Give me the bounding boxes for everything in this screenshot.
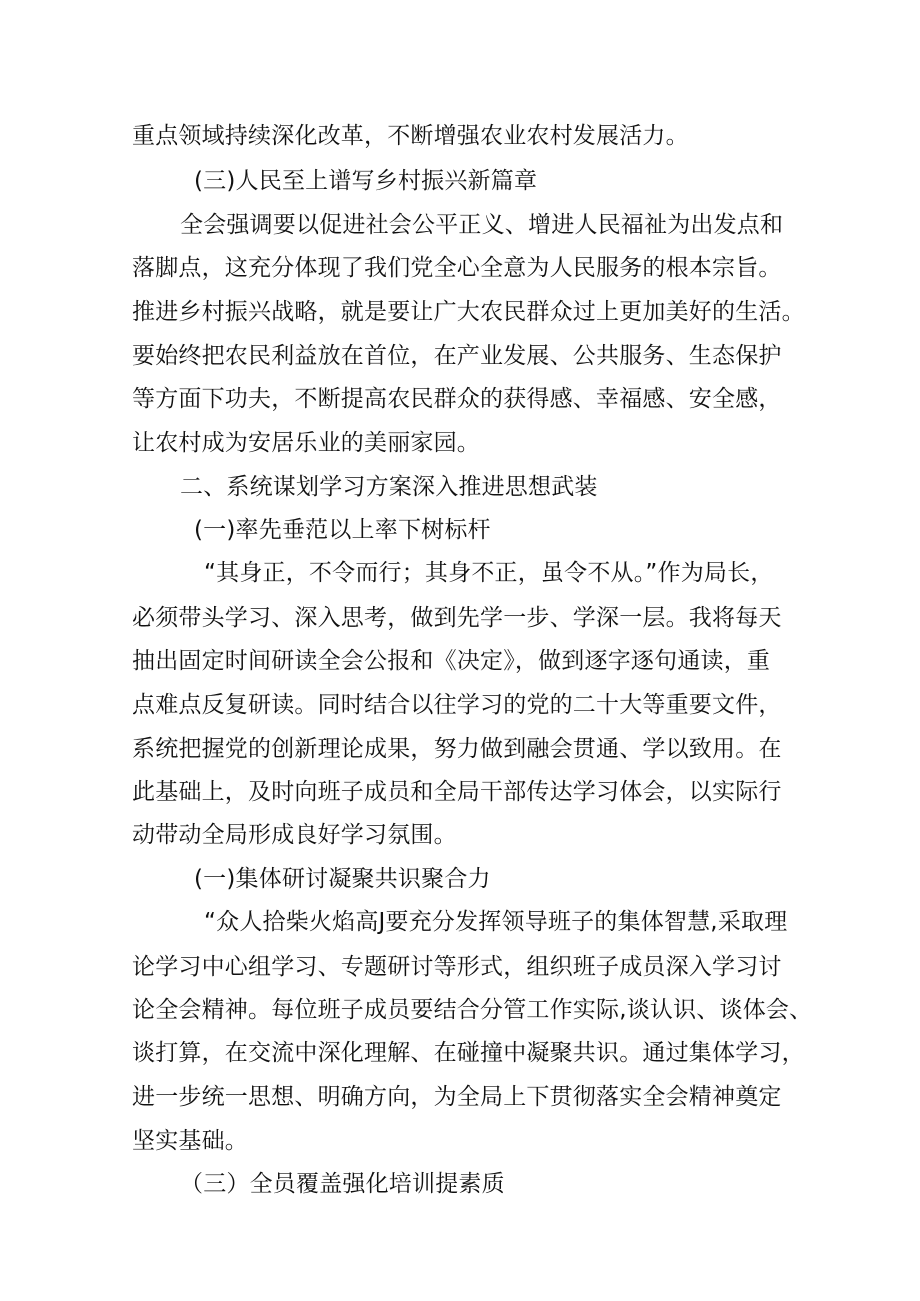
subheading: (一)率先垂范以上率下树标杆 [194, 517, 491, 543]
body-text-line: 等方面下功夫，不断提高农民群众的获得感、幸福感、安全感， [132, 386, 782, 412]
body-text-line: 动带动全局形成良好学习氛围。 [132, 822, 457, 848]
body-text-line: 论全会精神。每位班子成员要结合分管工作实际,谈认识、谈体会、 [132, 997, 813, 1023]
subheading: （三）全员覆盖强化培训提素质 [180, 1171, 505, 1197]
body-text-line: 全会强调要以促进社会公平正义、增进人民福祉为出发点和 [180, 212, 784, 238]
body-text-line: 要始终把农民利益放在首位，在产业发展、公共服务、生态保护 [132, 343, 782, 369]
body-text-line: 让农村成为安居乐业的美丽家园。 [132, 430, 480, 456]
body-text-line: 系统把握党的创新理论成果，努力做到融会贯通、学以致用。在 [132, 736, 782, 762]
body-text-line: “众人拾柴火焰高J要充分发挥领导班子的集体智慧,采取理 [204, 909, 788, 935]
body-text-line: 进一步统一思想、明确方向，为全局上下贯彻落实全会精神奠定 [132, 1084, 782, 1110]
subheading: (三)人民至上谱写乡村振兴新篇章 [194, 168, 538, 194]
body-text-line: 论学习中心组学习、专题研讨等形式，组织班子成员深入学习讨 [132, 954, 782, 980]
body-text-line: 重点领域持续深化改革，不断增强农业农村发展活力。 [132, 123, 689, 149]
subheading: (一)集体研讨凝聚共识聚合力 [194, 866, 491, 892]
body-text-line: “其身正，不令而行；其身不正，虽令不从。”作为局长， [204, 560, 774, 586]
body-text-line: 坚实基础。 [132, 1128, 248, 1154]
body-text-line: 谈打算，在交流中深化理解、在碰撞中凝聚共识。通过集体学习， [132, 1040, 805, 1066]
body-text-line: 抽出固定时间研读全会公报和《决定》，做到逐字逐句通读，重 [132, 648, 771, 674]
section-heading: 二、系统谋划学习方案深入推进思想武装 [180, 474, 598, 500]
body-text-line: 推进乡村振兴战略，就是要让广大农民群众过上更加美好的生活。 [132, 299, 805, 325]
body-text-line: 此基础上，及时向班子成员和全局干部传达学习体会，以实际行 [132, 779, 782, 805]
body-text-line: 点难点反复研读。同时结合以往学习的党的二十大等重要文件， [132, 692, 782, 718]
body-text-line: 落脚点，这充分体现了我们党全心全意为人民服务的根本宗旨。 [132, 255, 782, 281]
body-text-line: 必须带头学习、深入思考，做到先学一步、学深一层。我将每天 [132, 605, 782, 631]
